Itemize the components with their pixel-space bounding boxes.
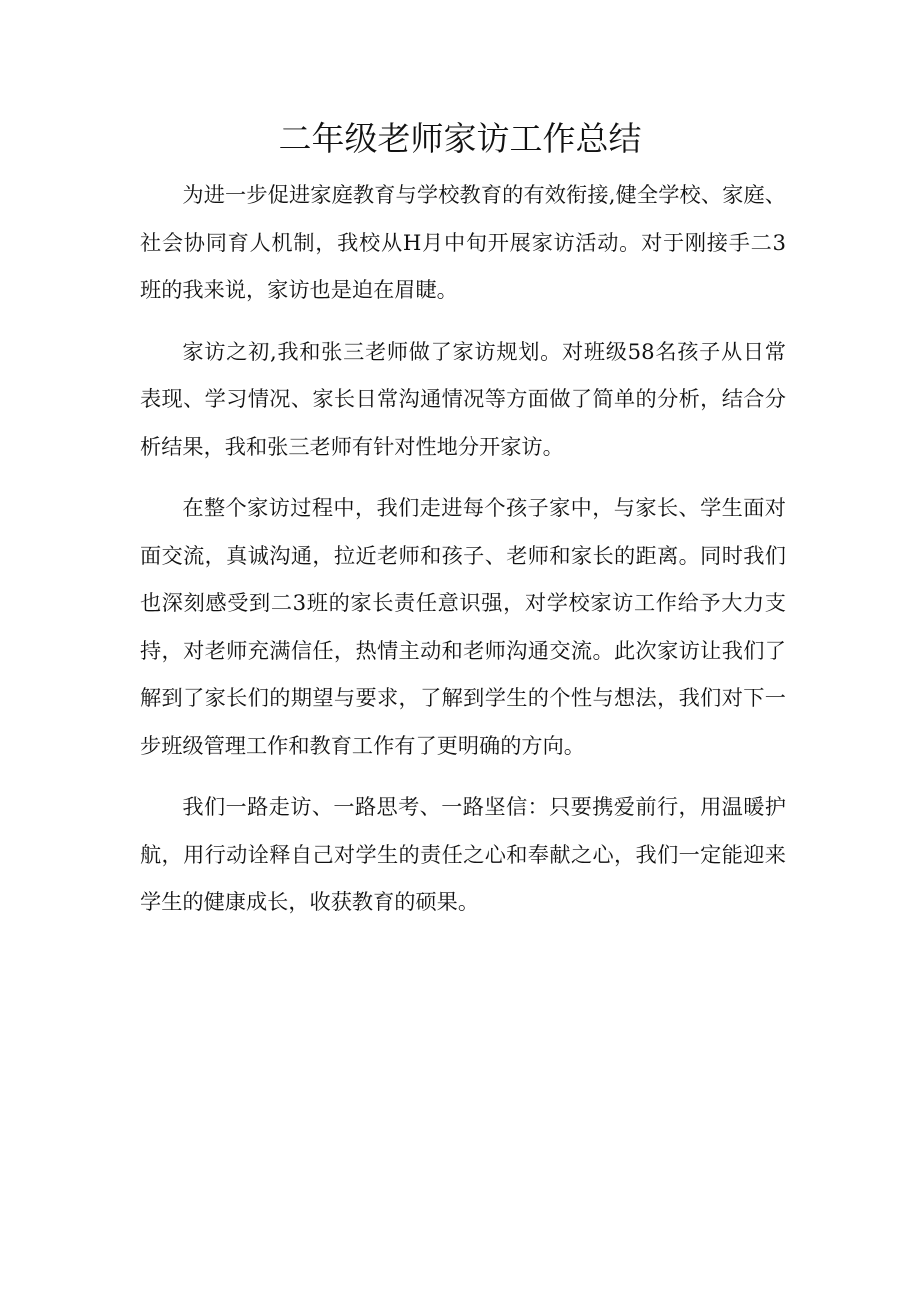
document-title: 二年级老师家访工作总结 <box>278 119 642 158</box>
paragraph-conclusion: 我们一路走访、一路思考、一路坚信：只要携爱前行，用温暖护航，用行动诠释自己对学生的责任之心和奉献之心，我们一定能迎来学生的健康成长，收获教育的硕果。 <box>140 794 786 914</box>
paragraph-planning: 家访之初,我和张三老师做了家访规划。对班级58名孩子从日常表现、学习情况、家长日常沟通情况等方面做了简单的分析，结合分析结果，我和张三老师有针对性地分开家访。 <box>140 338 786 459</box>
document-body <box>140 171 786 940</box>
paragraph-process: 在整个家访过程中，我们走进每个孩子家中，与家长、学生面对面交流，真诚沟通，拉近老师和孩子、老师和家长的距离。同时我们也深刻感受到二3班的家长责任意识强，对学校家访工作给予大力支持，对老师充满信任，热情主动和老师沟通交流。此次家访让我们了解到了家长们的期望与要求，了解到学生的个性与想法，我们对下一步班级管理工作和教育工作有了更明确的方向。 <box>140 495 786 758</box>
paragraph-intro: 为进一步促进家庭教育与学校教育的有效衔接,健全学校、家庭、社会协同育人机制，我校从H月中旬开展家访活动。对于刚接手二3班的我来说，家访也是迫在眉睫。 <box>140 182 786 302</box>
